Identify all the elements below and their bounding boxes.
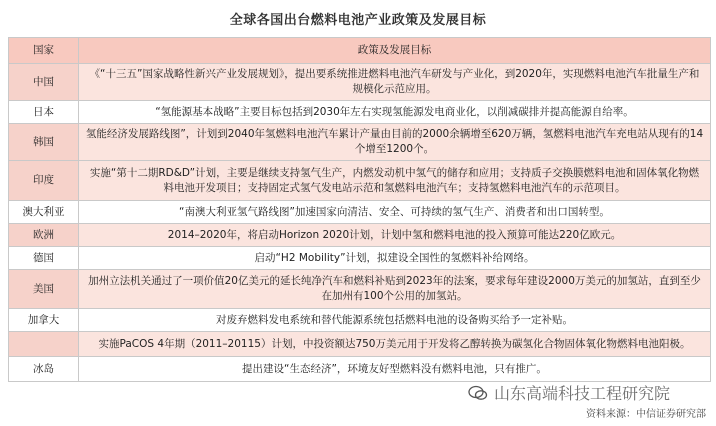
row-country: 加拿大 (9, 309, 79, 331)
row-country: 德国 (9, 247, 79, 269)
table-row (9, 201, 711, 224)
row-country: 日本 (9, 101, 79, 123)
row-policy: “氢能源基本战略”主要目标包括到2030年左右实现氢能源发电商业化，以削减碳排并提高能源自给率。 (79, 101, 711, 123)
table-row (9, 64, 711, 101)
row-policy: 加州立法机关通过了一项价值20亿美元的延长纯净汽车和燃料补贴到2023年的法案，要求每年建设2000万美元的加氢站，直到至少在加州有100个公用的加氢站。 (79, 270, 711, 308)
table-row (9, 161, 711, 201)
wechat-icon (468, 385, 488, 401)
row-country: 美国 (9, 270, 79, 308)
table-row (9, 247, 711, 270)
watermark (468, 381, 670, 404)
row-policy: 提出建设“生态经济”，环境友好型燃料没有燃料电池，只有推广。 (79, 357, 711, 381)
header-policy: 政策及发展目标 (79, 38, 711, 63)
watermark-text: 山东高端科技工程研究院 (494, 384, 671, 403)
table-row (9, 101, 711, 124)
table-row (9, 357, 711, 382)
row-policy: “南澳大利亚氢气路线图”加速国家向清洁、安全、可持续的氢气生产、消费者和出口国转型。 (79, 201, 711, 223)
row-country: 欧洲 (9, 224, 79, 246)
row-policy: 氢能经济发展路线图”，计划到2040年氢燃料电池汽车累计产量由目前的2000余辆增至620万辆，氢燃料电池汽车充电站从现有的14个增至1200个。 (79, 124, 711, 160)
row-country: 韩国 (9, 124, 79, 160)
policy-table (8, 37, 711, 382)
page-title: 全球各国出台燃料电池产业政策及发展目标 (229, 13, 487, 28)
header-country: 国家 (9, 38, 79, 63)
row-policy: 2014–2020年，将启动Horizon 2020计划，计划中氢和燃料电池的投入预算可能达220亿欧元。 (79, 224, 711, 246)
table-row (9, 124, 711, 161)
row-policy: 《“十三五”国家战略性新兴产业发展规划》，提出要系统推进燃料电池汽车研发与产业化，到2020年，实现燃料电池汽车批量生产和规模化示范应用。 (79, 64, 711, 100)
row-policy: 实施“第十二期RD&D”计划，主要是继续支持氢气生产，内燃发动机中氢气的储存和应用；支持质子交换膜燃料电池和固体氧化物燃料电池开发项目；支持固定式氢气发电站示范和氢燃料电池汽车；支持氢燃料电池汽车的示范项目。 (79, 161, 711, 200)
row-country (9, 332, 79, 356)
table-row (9, 224, 711, 247)
row-country: 冰岛 (9, 357, 79, 381)
row-country: 印度 (9, 161, 79, 200)
row-policy: 对废弃燃料发电系统和替代能源系统包括燃料电池的设备购买给予一定补贴。 (79, 309, 711, 331)
row-policy: 启动“H2 Mobility”计划，拟建设全国性的氢燃料补给网络。 (79, 247, 711, 269)
table-row (9, 309, 711, 332)
source-note: 资料来源：中信证券研究部 (586, 409, 706, 420)
row-policy: 实施PaCOS 4年期（2011–20115）计划，中投资额达750万美元用于开发将乙醇转换为碳氢化合物固体氧化物燃料电池阳极。 (79, 332, 711, 356)
row-country: 中国 (9, 64, 79, 100)
row-country: 澳大利亚 (9, 201, 79, 223)
table-header-row (9, 38, 711, 64)
table-row (9, 332, 711, 357)
table-row (9, 270, 711, 309)
